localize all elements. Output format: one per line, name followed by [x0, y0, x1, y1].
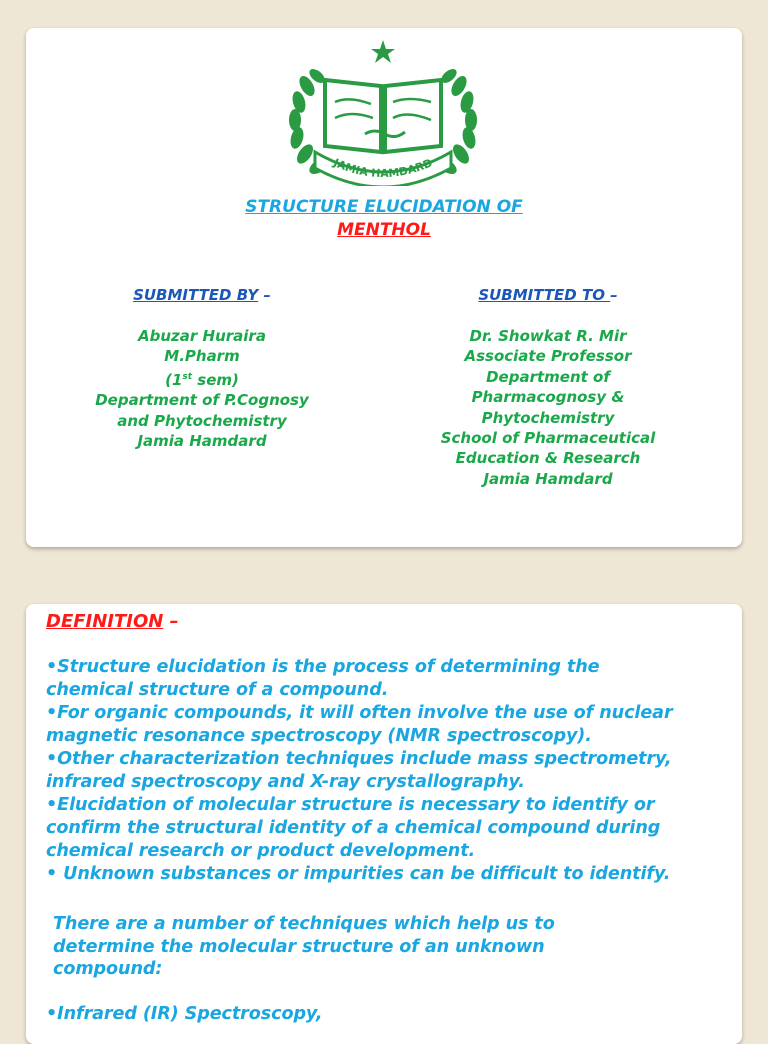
bullet-line: •Structure elucidation is the process of determining the [46, 657, 600, 677]
techniques-intro [53, 913, 713, 981]
submitted-by-column [46, 286, 358, 451]
student-degree: M.Pharm [164, 347, 240, 366]
supervisor-department-cont: Pharmacognosy & [471, 388, 625, 407]
paragraph-line: compound: [53, 959, 163, 980]
bullet-line: confirm the structural identity of a chemical compound during [46, 818, 661, 838]
slide-title: STRUCTURE ELUCIDATION OF [245, 197, 523, 217]
bullet-line: chemical research or product development. [46, 841, 476, 861]
jamia-hamdard-emblem-icon [275, 36, 491, 186]
student-university: Jamia Hamdard [137, 432, 267, 451]
submitted-to-heading: SUBMITTED TO – [478, 286, 618, 304]
supervisor-school-cont: Education & Research [455, 449, 641, 468]
supervisor-name: Dr. Showkat R. Mir [469, 327, 627, 345]
definition-bullets [46, 656, 736, 886]
bullet-line: •Other characterization techniques include mass spectrometry, [46, 749, 672, 769]
student-department-cont: and Phytochemistry [117, 411, 287, 430]
supervisor-title: Associate Professor [464, 347, 632, 366]
bullet-line: infrared spectroscopy and X-ray crystallography. [46, 772, 525, 792]
title-slide [26, 28, 742, 547]
submitted-to-column [412, 286, 684, 489]
supervisor-department: Department of [486, 367, 610, 386]
paragraph-line: determine the molecular structure of an unknown [53, 936, 545, 957]
bullet-line: chemical structure of a compound. [46, 680, 389, 700]
student-department: Department of P.Cognosy [95, 391, 309, 410]
slide-title-compound: MENTHOL [337, 220, 431, 240]
paragraph-line: There are a number of techniques which help us to [53, 914, 555, 934]
student-name: Abuzar Huraira [138, 327, 266, 345]
student-semester: (1st sem) [165, 370, 239, 389]
supervisor-school: School of Pharmaceutical [440, 429, 656, 448]
definition-heading: DEFINITION – [46, 611, 179, 632]
supervisor-department-cont2: Phytochemistry [481, 408, 615, 427]
svg-text:JAMIA HAMDARD: JAMIA HAMDARD [331, 156, 435, 181]
supervisor-university: Jamia Hamdard [483, 469, 613, 488]
bullet-line: •For organic compounds, it will often involve the use of nuclear [46, 703, 673, 723]
submitted-by-heading: SUBMITTED BY – [133, 286, 271, 304]
technique-bullet: •Infrared (IR) Spectroscopy, [46, 1004, 323, 1024]
bullet-line: •Elucidation of molecular structure is necessary to identify or [46, 795, 655, 815]
bullet-line: • Unknown substances or impurities can be difficult to identify. [46, 864, 671, 884]
definition-slide [26, 604, 742, 1044]
bullet-line: magnetic resonance spectroscopy (NMR spectroscopy). [46, 726, 592, 746]
